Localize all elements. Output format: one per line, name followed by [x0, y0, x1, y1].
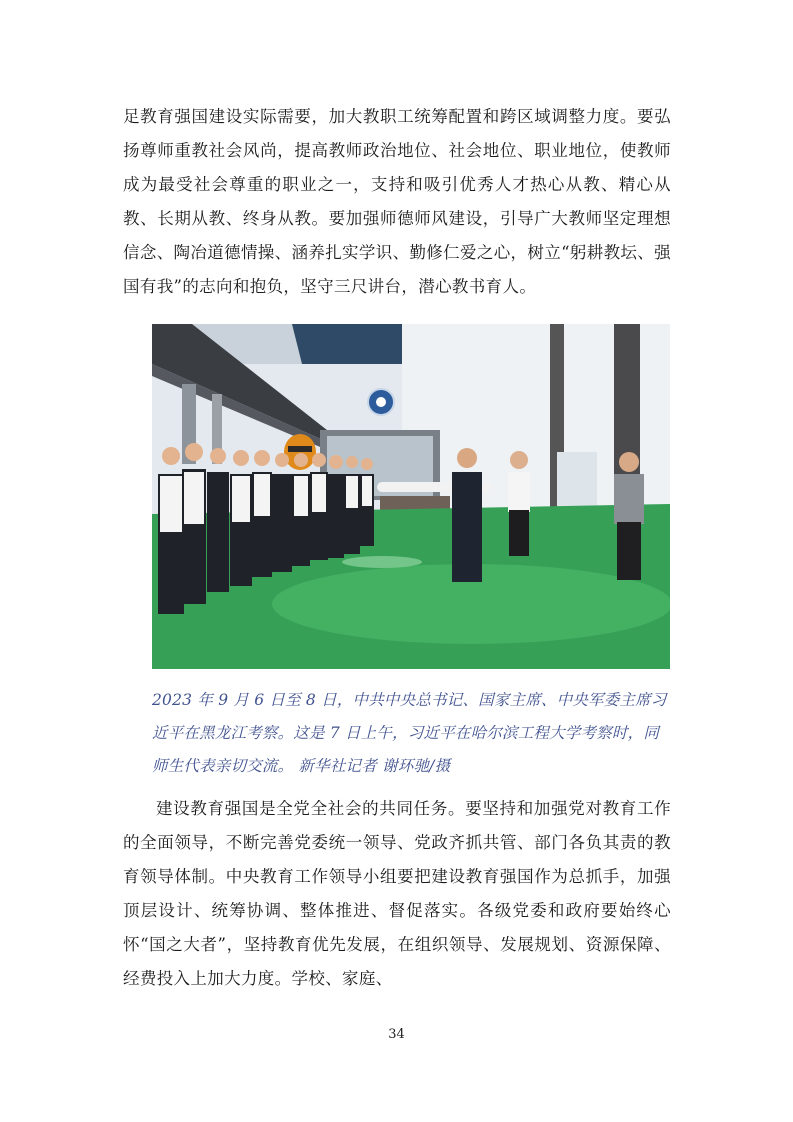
news-photo — [152, 324, 670, 669]
photo-caption: 2023 年 9 月 6 日至 8 日，中共中央总书记、国家主席、中央军委主席习近平在黑龙江考察。这是 7 日上午，习近平在哈尔滨工程大学考察时，同师生代表亲切交流。 新华社记者 谢环驰/摄 — [152, 691, 667, 775]
body-paragraph: 足教育强国建设实际需要，加大教职工统筹配置和跨区域调整力度。要弘扬尊师重教社会风尚，提高教师政治地位、社会地位、职业地位，使教师成为最受社会尊重的职业之一，支持和吸引优秀人才热心从教、精心从教、长期从教、终身从教。要加强师德师风建设，引导广大教师坚定理想信念、陶冶道德情操、涵养扎实学识、勤修仁爱之心，树立“躬耕教坛、强国有我”的志向和抱负，坚守三尺讲台，潜心教书育人。 — [123, 107, 671, 296]
body-paragraph: 建设教育强国是全党全社会的共同任务。要坚持和加强党对教育工作的全面领导，不断完善党委统一领导、党政齐抓共管、部门各负其责的教育领导体制。中央教育工作领导小组要把建设教育强国作为总抓手，加强顶层设计、统筹协调、整体推进、督促落实。各级党委和政府要始终心怀“国之大者”，坚持教育优先发展，在组织领导、发展规划、资源保障、经费投入上加大力度。学校、家庭、 — [123, 799, 671, 988]
page-number: 34 — [388, 1027, 405, 1042]
